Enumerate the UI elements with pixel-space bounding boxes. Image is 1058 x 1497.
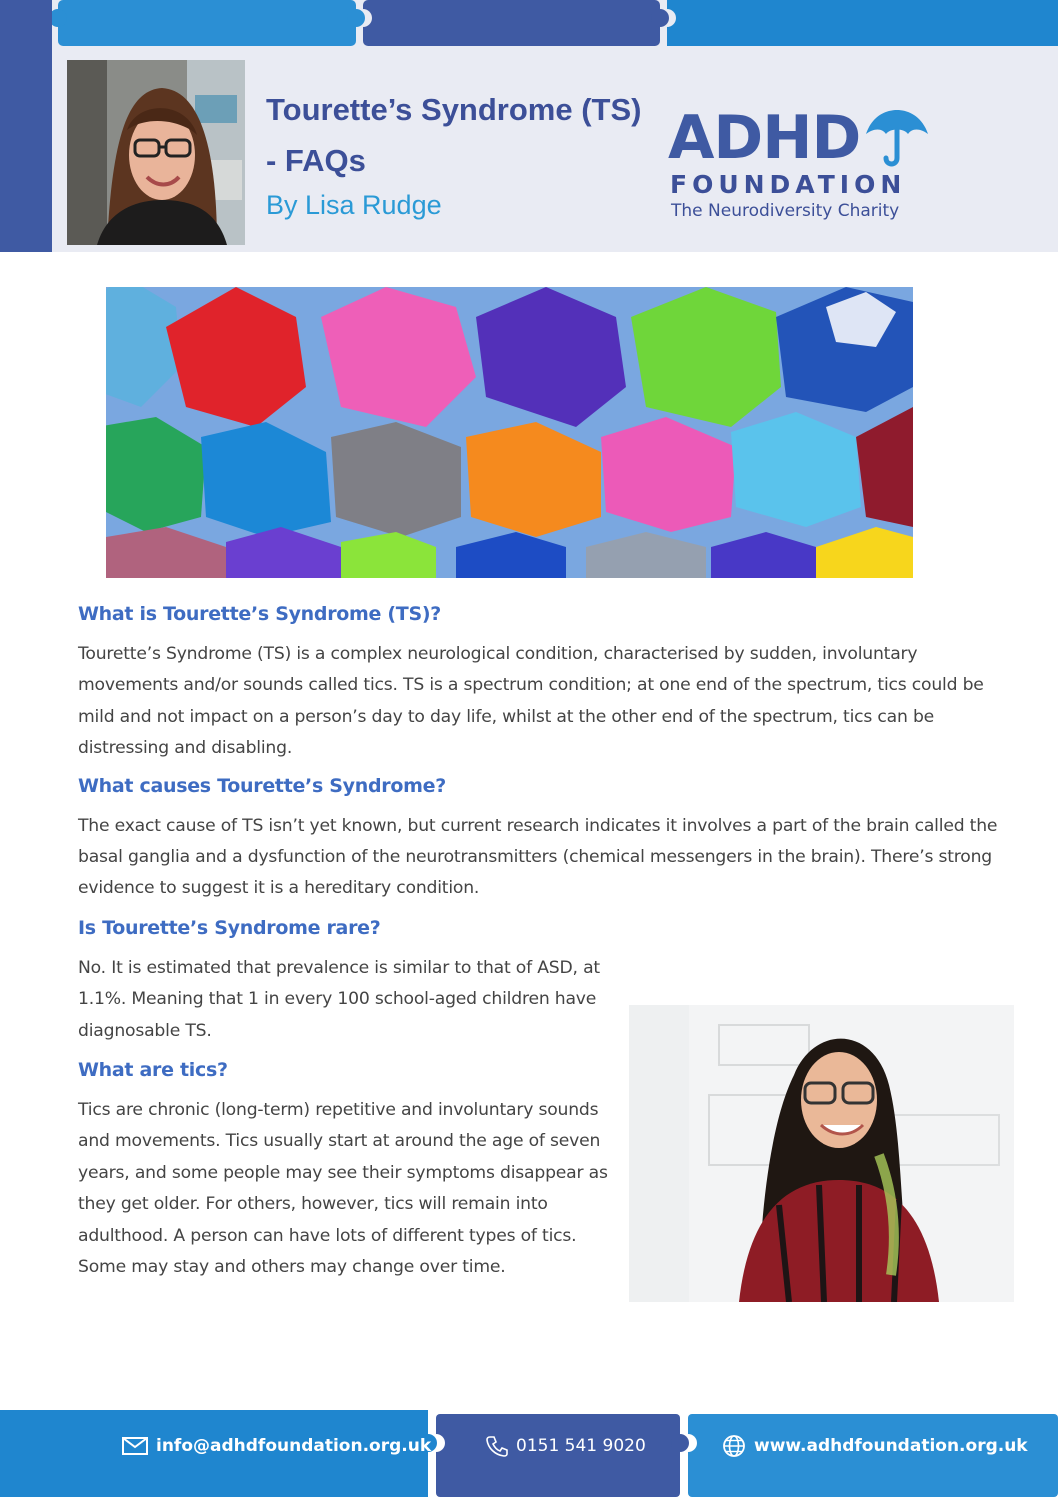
logo-tagline: The Neurodiversity Charity bbox=[671, 201, 900, 221]
author-portrait bbox=[67, 60, 245, 245]
author-portrait-icon bbox=[67, 60, 245, 245]
heading-rare: Is Tourette’s Syndrome rare? bbox=[78, 916, 381, 939]
body-what-is-ts: Tourette’s Syndrome (TS) is a complex neurological condition, characterised by sudden, involuntary movements and/or sounds called tics. TS is a spectrum condition; at one end of the spectrum, tics could be mild and not impact on a person’s day to day life, whilst at the other end of the spectrum, tics can be distressing and disabling. bbox=[78, 644, 984, 759]
puzzle-top-bar bbox=[52, 0, 1058, 48]
footer-phone[interactable] bbox=[486, 1432, 646, 1460]
body-tics: Tics are chronic (long-term) repetitive and involuntary sounds and movements. Tics usually start at around the age of seven years, and some people may see their symptoms disappear as they get older. For others, however, tics will remain into adulthood. A person can have lots of different types of tics. Some may stay and others may change over time. bbox=[78, 1100, 608, 1278]
heading-causes: What causes Tourette’s Syndrome? bbox=[78, 774, 446, 797]
umbrella-icon bbox=[864, 110, 930, 168]
logo-word: ADHD bbox=[668, 103, 861, 173]
heading-what-is-ts: What is Tourette’s Syndrome (TS)? bbox=[78, 603, 441, 625]
woman-photo bbox=[629, 1005, 1014, 1302]
footer-website-text: www.adhdfoundation.org.uk bbox=[754, 1436, 1028, 1456]
footer-phone-text: 0151 541 9020 bbox=[516, 1436, 646, 1456]
mail-icon bbox=[122, 1437, 148, 1455]
page-title: Tourette’s Syndrome (TS) - FAQs bbox=[266, 92, 642, 178]
woman-photo-icon bbox=[629, 1005, 1014, 1302]
footer-email[interactable] bbox=[122, 1432, 431, 1460]
adhd-foundation-logo[interactable] bbox=[668, 103, 933, 228]
heading-tics: What are tics? bbox=[78, 1059, 228, 1082]
body-rare: No. It is estimated that prevalence is similar to that of ASD, at 1.1%. Meaning that 1 in every 100 school-aged children have diagnosable TS. bbox=[78, 957, 600, 1041]
logo-foundation: FOUNDATION bbox=[670, 170, 907, 199]
globe-icon bbox=[722, 1434, 746, 1458]
footer-email-text: info@adhdfoundation.org.uk bbox=[156, 1436, 432, 1456]
umbrella-banner bbox=[106, 287, 913, 578]
colorful-umbrellas-photo-icon bbox=[106, 287, 913, 578]
body-causes: The exact cause of TS isn’t yet known, but current research indicates it involves a part of the brain called the basal ganglia and a dysfunction of the neurotransmitters (chemical messengers in the brain). There’s strong evidence to suggest it is a hereditary condition. bbox=[78, 815, 998, 899]
left-stripe bbox=[0, 0, 52, 252]
footer-website[interactable] bbox=[722, 1432, 1028, 1460]
byline: By Lisa Rudge bbox=[266, 190, 442, 220]
phone-icon bbox=[486, 1435, 508, 1457]
